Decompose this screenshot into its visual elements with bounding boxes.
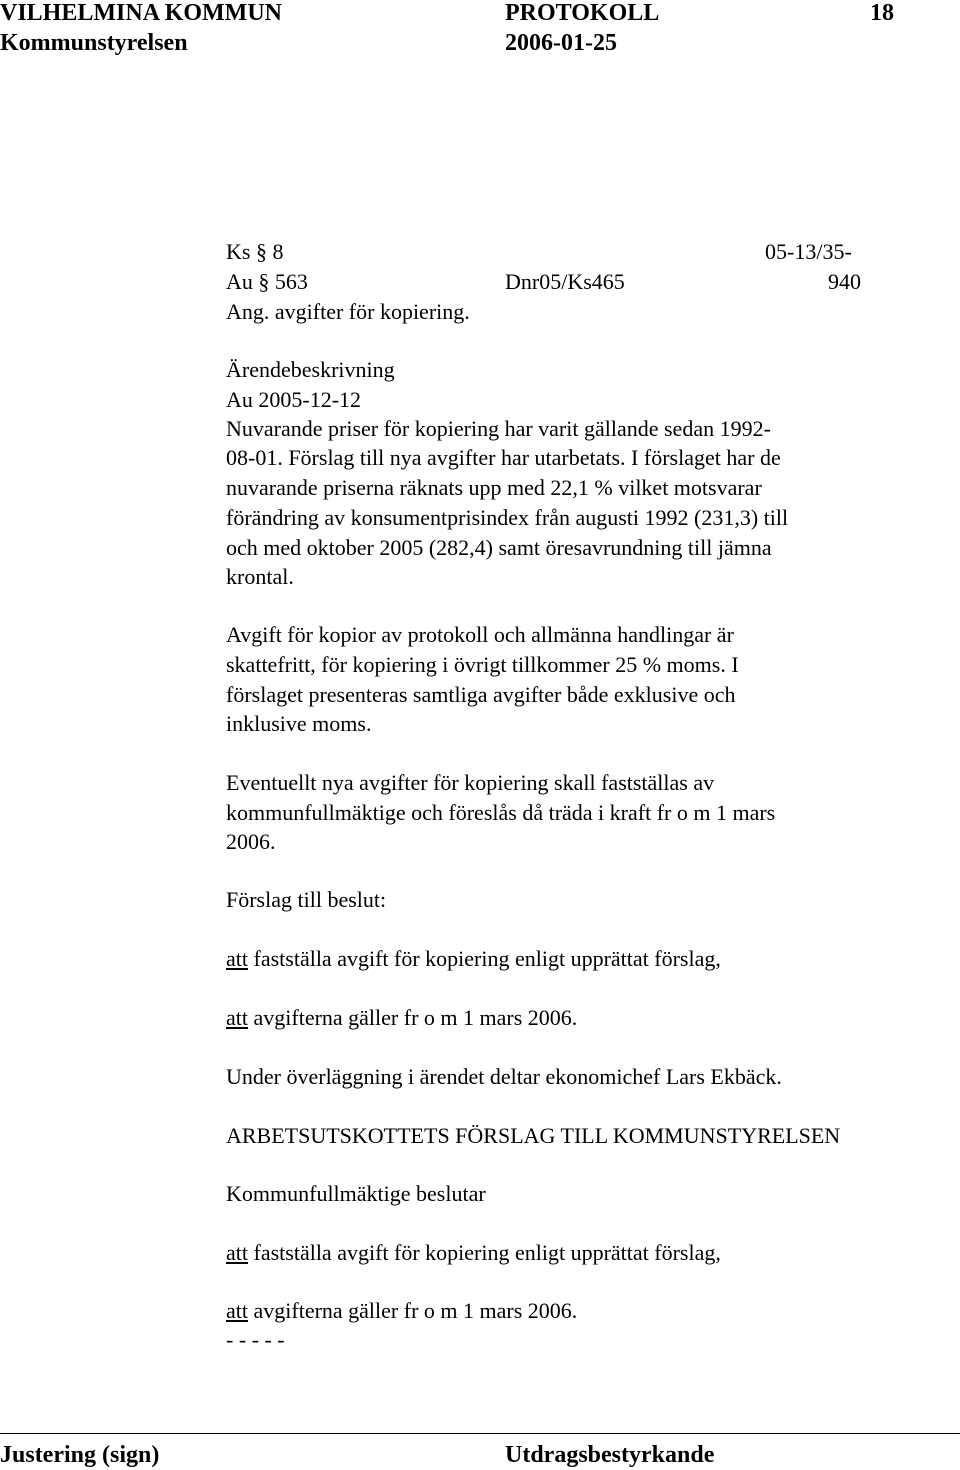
committee-item-text: avgifterna gäller fr o m 1 mars 2006. — [248, 1298, 578, 1323]
case-dnr: Dnr05/Ks465 — [505, 269, 625, 294]
case-ref-b: 940 — [828, 269, 861, 294]
header-date: 2006-01-25 — [505, 30, 617, 56]
description-p2-line: förslaget presenteras samtliga avgifter både exklusive och — [226, 682, 736, 707]
description-p3-line: Eventuellt nya avgifter för kopiering skall fastställas av — [226, 770, 715, 795]
att-word: att — [226, 1298, 248, 1323]
ks-label: Ks — [226, 239, 251, 264]
footer-divider — [0, 1433, 960, 1434]
proposal-item — [226, 1003, 577, 1032]
section-sign: § — [255, 239, 267, 264]
committee-heading: ARBETSUTSKOTTETS FÖRSLAG TILL KOMMUNSTYRELSEN — [226, 1123, 841, 1148]
att-word: att — [226, 1005, 248, 1030]
description-p1-line: och med oktober 2005 (282,4) samt öresavrundning till jämna — [226, 535, 772, 560]
proposal-item-text: fastställa avgift för kopiering enligt upprättat förslag, — [248, 946, 721, 971]
footer-utdrag: Utdragsbestyrkande — [505, 1442, 715, 1468]
header-doc-type: PROTOKOLL — [505, 0, 660, 26]
committee-item — [226, 1238, 721, 1267]
deliberation-note: Under överläggning i ärendet deltar ekonomichef Lars Ekbäck. — [226, 1064, 782, 1089]
proposal-item — [226, 944, 721, 973]
case-ref-a: 05-13/35- — [765, 239, 852, 264]
case-subject: Ang. avgifter för kopiering. — [226, 299, 470, 324]
description-p2-line: inklusive moms. — [226, 711, 372, 736]
att-word: att — [226, 946, 248, 971]
au-label: Au — [226, 269, 253, 294]
proposal-item-text: avgifterna gäller fr o m 1 mars 2006. — [248, 1005, 578, 1030]
description-p1-line: Nuvarande priser för kopiering har varit gällande sedan 1992- — [226, 416, 771, 441]
ks-number: 8 — [272, 239, 284, 264]
description-heading: Ärendebeskrivning — [226, 357, 395, 382]
description-date-line: Au 2005-12-12 — [226, 387, 362, 412]
description-p1-line: nuvarande priserna räknats upp med 22,1 % vilket motsvarar — [226, 475, 762, 500]
committee-decides: Kommunfullmäktige beslutar — [226, 1181, 486, 1206]
description-p1-line: krontal. — [226, 564, 294, 589]
description-p2-line: Avgift för kopior av protokoll och allmänna handlingar är — [226, 622, 734, 647]
description-p1-line: förändring av konsumentprisindex från augusti 1992 (231,3) till — [226, 505, 789, 530]
description-p1-line: 08-01. Förslag till nya avgifter har utarbetats. I förslaget har de — [226, 445, 781, 470]
committee-item-text: fastställa avgift för kopiering enligt upprättat förslag, — [248, 1240, 721, 1265]
section-sign: § — [258, 269, 270, 294]
committee-item — [226, 1296, 577, 1325]
description-p3-line: kommunfullmäktige och föreslås då träda i kraft fr o m 1 mars — [226, 800, 776, 825]
footer-justering: Justering (sign) — [0, 1442, 160, 1468]
header-municipality: VILHELMINA KOMMUN — [0, 0, 282, 26]
case-ks-line — [226, 237, 283, 266]
case-au-line — [226, 267, 308, 296]
att-word: att — [226, 1240, 248, 1265]
au-number: 563 — [274, 269, 308, 294]
description-p3-line: 2006. — [226, 829, 276, 854]
header-body: Kommunstyrelsen — [0, 30, 188, 56]
description-p2-line: skattefritt, för kopiering i övrigt tillkommer 25 % moms. I — [226, 652, 739, 677]
header-page-number: 18 — [870, 0, 894, 26]
proposal-heading: Förslag till beslut: — [226, 887, 387, 912]
end-marker: - - - - - — [226, 1327, 285, 1352]
